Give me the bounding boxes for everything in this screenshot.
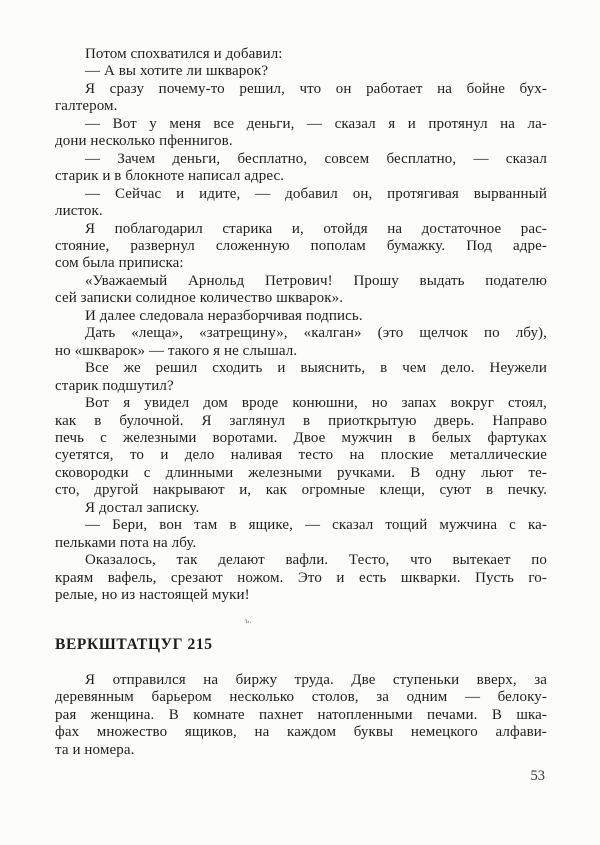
paragraph <box>55 221 547 273</box>
paragraph <box>55 360 547 395</box>
text-line: дони несколько пфеннигов. <box>55 133 233 150</box>
text-line: Я достал записку. <box>85 499 200 516</box>
text-line: как в булочной. Я заглянул в приоткрытую дверь. Направо <box>55 412 547 429</box>
text-line: релые, но из настоящей муки! <box>55 587 250 604</box>
text-line: печь с железными воротами. Двое мужчин в белых фартуках <box>55 429 547 446</box>
text-line: сей записки солидное количество шкварок». <box>55 290 344 307</box>
paragraph <box>55 151 547 186</box>
text-line: старик подшутил? <box>55 377 174 394</box>
text-line: И далее следовала неразборчивая подпись. <box>85 307 363 324</box>
text-line: но «шкварок» — такого я не слышал. <box>55 342 298 359</box>
text-line: Все же решил сходить и выяснить, в чем дело. Неужели <box>85 360 547 377</box>
text-line: Я отправился на биржу труда. Две ступеньки вверх, за <box>85 672 547 688</box>
text-line: Оказалось, так делают вафли. Тесто, что вытекает по <box>85 552 547 569</box>
paragraph <box>55 395 547 500</box>
text-line: — Бери, вон там в ящике, — сказал тощий мужчина с ка- <box>85 517 547 534</box>
text-line: сковородки с длинными железными ручками. В одну льют те- <box>55 464 547 481</box>
text-line: — Зачем деньги, бесплатно, совсем бесплатно, — сказал <box>85 150 547 167</box>
text-line: пельками пота на лбу. <box>55 534 197 551</box>
paragraph <box>55 273 547 308</box>
scan-speck: ь. <box>244 614 253 626</box>
paragraph <box>55 672 547 759</box>
text-line: Я поблагодарил старика и, отойдя на достаточное рас- <box>85 220 547 237</box>
text-line: старик и в блокноте написал адрес. <box>55 168 285 185</box>
text-line: Дать «леща», «затрещину», «калган» (это щелчок по лбу), <box>85 325 547 342</box>
text-section-1 <box>55 672 547 759</box>
section-heading: ВЕРКШТАТЦУГ 215 <box>55 636 213 653</box>
paragraph <box>55 81 547 116</box>
text-line: стояние, развернул сложенную пополам бумажку. Под адре- <box>55 237 547 254</box>
text-line: Потом спохватился и добавил: <box>85 46 283 62</box>
text-line: «Уважаемый Арнольд Петрович! Прошу выдать подателю <box>85 272 547 289</box>
text-line: — Сейчас и идите, — добавил он, протягивая вырванный <box>85 185 547 202</box>
paragraph <box>55 325 547 360</box>
paragraph <box>55 552 547 604</box>
paragraph <box>55 46 547 63</box>
text-line: суетятся, то и дело наливая тесто на плоские металлические <box>55 447 547 464</box>
text-line: сто, другой накрывают и, как огромные клещи, суют в печку. <box>55 482 547 499</box>
text-line: деревянным барьером несколько столов, за одним — белоку- <box>55 689 547 706</box>
paragraph <box>55 63 547 80</box>
paragraph <box>55 308 547 325</box>
text-line: сом была приписка: <box>55 255 184 272</box>
text-line: листок. <box>55 203 103 220</box>
text-line: Вот я увидел дом вроде конюшни, но запах вокруг стоял, <box>85 395 547 412</box>
text-line: рая женщина. В комнате пахнет натопленными печами. В шка- <box>55 706 547 723</box>
text-line: — А вы хотите ли шкварок? <box>85 63 269 80</box>
text-line: фах множество ящиков, на каждом буквы немецкого алфави- <box>55 724 547 741</box>
text-line: — Вот у меня все деньги, — сказал я и протянул на ла- <box>85 115 547 132</box>
paragraph <box>55 500 547 517</box>
text-line: краям вафель, срезают ножом. Это и есть шкварки. Пусть го- <box>55 569 547 586</box>
paragraph <box>55 517 547 552</box>
paragraph <box>55 116 547 151</box>
paragraph <box>55 186 547 221</box>
text-line: Я сразу почему-то решил, что он работает на бойне бух- <box>85 80 547 97</box>
text-section-0 <box>55 46 547 605</box>
page-number: 53 <box>530 768 545 784</box>
text-line: та и номера. <box>55 741 135 758</box>
text-line: галтером. <box>55 98 118 115</box>
